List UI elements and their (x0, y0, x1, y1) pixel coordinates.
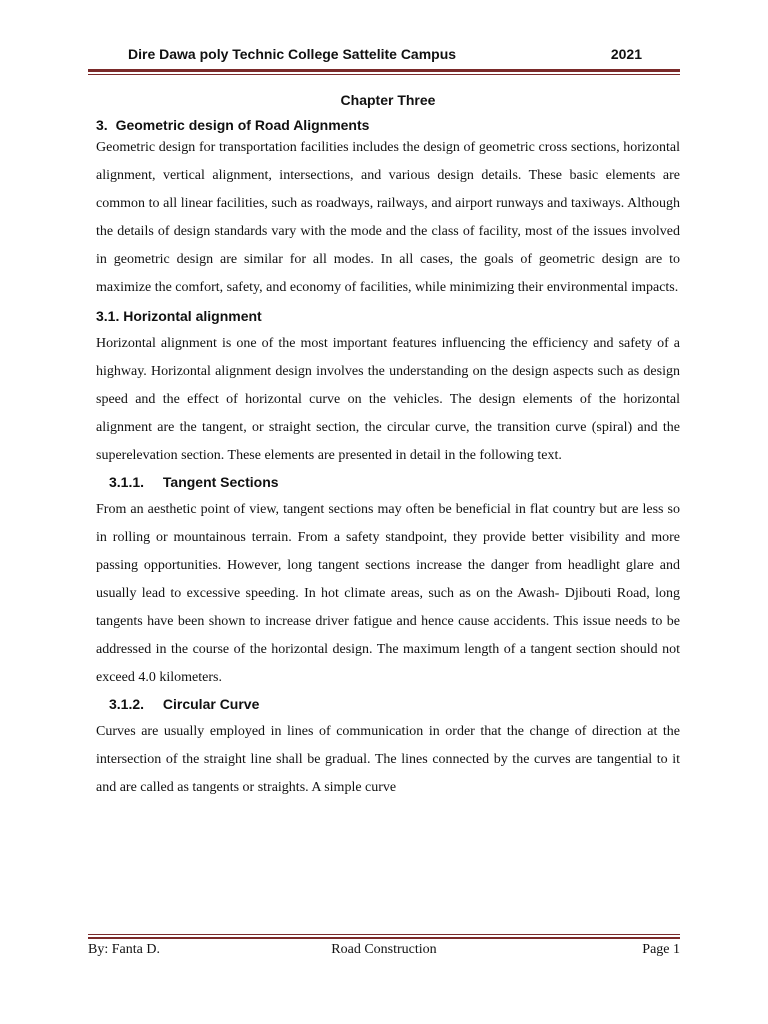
section-title: Geometric design of Road Alignments (115, 117, 370, 133)
tangent-paragraph: From an aesthetic point of view, tangent sections may often be beneficial in flat country but are less so in rolling or mountainous terrain. From a safety standpoint, they provide better visibility and more passing opportunities. However, long tangent sections increase the danger from headlight glare and usually lead to excessive speeding. In hot climate areas, such as on the Awash- Djibouti Road, long tangents have been shown to increase driver fatigue and hence cause accidents. This issue needs to be addressed in the course of the horizontal design. The maximum length of a tangent section should not exceed 4.0 kilometers. (96, 502, 680, 685)
header-divider-thin (88, 74, 680, 75)
subsection-heading-horizontal: 3.1. Horizontal alignment (96, 308, 262, 324)
section-heading (96, 116, 680, 134)
footer-page-number: Page 1 (642, 942, 680, 957)
header-title: Dire Dawa poly Technic College Sattelite Campus (128, 46, 457, 62)
header-divider (88, 69, 680, 72)
page-content (96, 116, 680, 802)
footer-divider-thick (88, 937, 680, 939)
footer-author: By: Fanta D. (88, 942, 160, 957)
page-footer (88, 942, 680, 962)
section-number: 3. (96, 117, 108, 133)
footer-divider (88, 934, 680, 935)
circular-paragraph: Curves are usually employed in lines of communication in order that the change of direction at the intersection of the straight line shall be gradual. The lines connected by the curves are tangential to it and are called as tangents or straights. A simple curve (96, 724, 680, 795)
footer-subject: Road Construction (331, 942, 437, 957)
circular-title: Circular Curve (162, 696, 260, 712)
chapter-title: Chapter Three (340, 92, 436, 108)
page-header (96, 46, 680, 70)
tangent-number: 3.1.1. (109, 474, 145, 490)
intro-paragraph: Geometric design for transportation facilities includes the design of geometric cross sections, horizontal alignment, vertical alignment, intersections, and various design details. These basic elements are common to all linear facilities, such as roadways, railways, and airport runways and taxiways. Although the details of design standards vary with the mode and the class of facility, most of the issues involved in geometric design are similar for all modes. In all cases, the goals of geometric design are to maximize the comfort, safety, and economy of facilities, while minimizing their environmental impacts. (96, 140, 680, 295)
subsubsection-heading-circular (109, 694, 680, 714)
tangent-title: Tangent Sections (162, 474, 279, 490)
header-year: 2021 (610, 46, 642, 62)
circular-number: 3.1.2. (109, 696, 145, 712)
subsubsection-heading-tangent (109, 472, 680, 492)
horizontal-paragraph: Horizontal alignment is one of the most important features influencing the efficiency and safety of a highway. Horizontal alignment design involves the understanding on the design aspects such as design speed and the effect of horizontal curve on the vehicles. The design elements of the horizontal alignment are the tangent, or straight section, the circular curve, the transition curve (spiral) and the superelevation section. These elements are presented in detail in the following text. (96, 336, 680, 463)
